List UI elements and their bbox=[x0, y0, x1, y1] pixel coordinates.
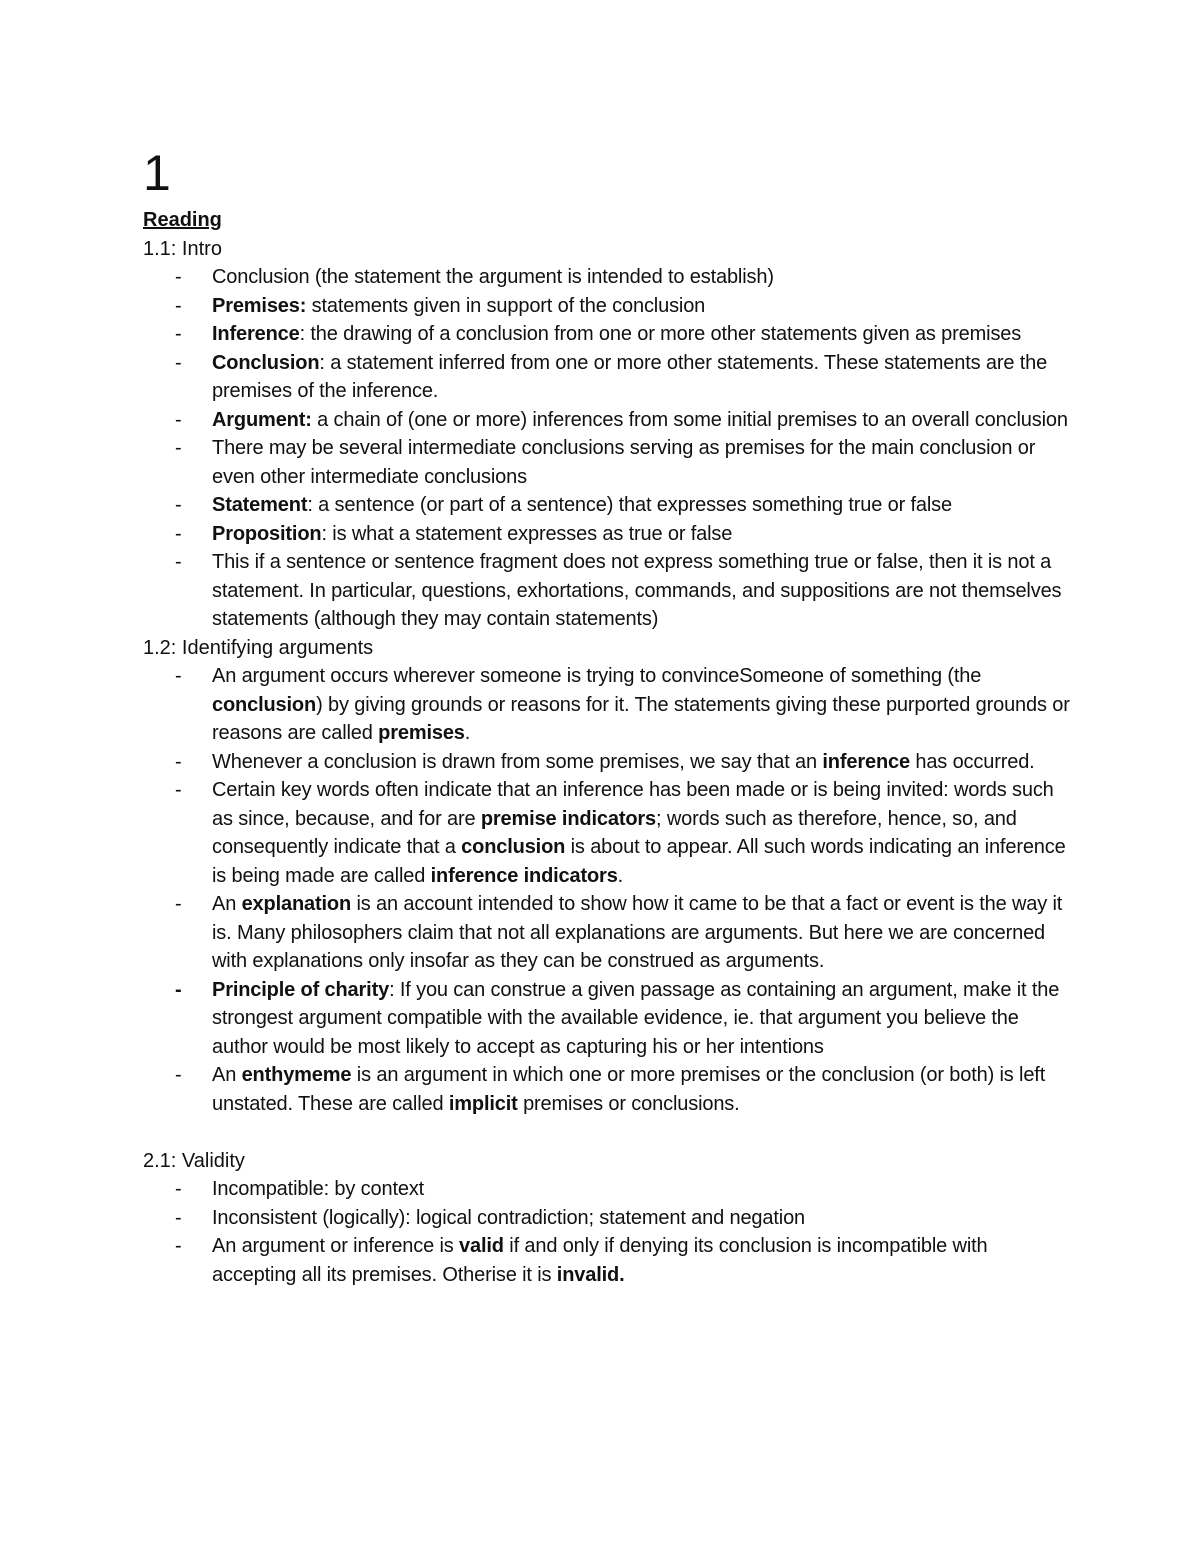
bullet-list bbox=[143, 662, 1073, 1118]
item-text: There may be several intermediate conclusions serving as premises for the main conclusion or even other intermediate conclusions bbox=[212, 437, 1036, 488]
item-text: : is what a statement expresses as true or false bbox=[321, 522, 733, 545]
item-text: : If you can construe a given passage as containing an argument, make it the strongest argument compatible with the available evidence, ie. that argument you believe the author would be most likely to accept as capturing his or her intentions bbox=[212, 978, 1060, 1058]
bold-term: Proposition bbox=[212, 522, 322, 545]
item-text: if and only if denying its conclusion is incompatible with accepting all its premises. Otherise it is bbox=[212, 1235, 988, 1286]
bold-term: Premises: bbox=[212, 294, 307, 317]
document-page bbox=[143, 140, 1073, 1289]
list-item bbox=[143, 1061, 1073, 1118]
bold-term: enthymeme bbox=[241, 1064, 352, 1086]
item-text: ) by giving grounds or reasons for it. The statements giving these purported grounds or reasons are called bbox=[212, 693, 1070, 744]
bullet-dash: - bbox=[175, 408, 182, 431]
item-text: is about to appear. All such words indicating an inference is being made are called bbox=[212, 836, 1066, 887]
bullet-dash: - bbox=[175, 522, 182, 545]
list-item bbox=[143, 1204, 1073, 1233]
bullet-list bbox=[143, 263, 1073, 634]
section-title: 1.2: Identifying arguments bbox=[143, 636, 374, 659]
bold-term: conclusion bbox=[461, 836, 566, 858]
item-text: . bbox=[464, 722, 471, 744]
list-item bbox=[143, 320, 1073, 349]
item-text: : the drawing of a conclusion from one or more other statements given as premises bbox=[299, 323, 1022, 345]
bold-term: invalid. bbox=[556, 1263, 625, 1286]
bold-term: conclusion bbox=[212, 693, 317, 716]
item-text: ; words such as therefore, hence, so, and consequently indicate that a bbox=[212, 807, 1017, 858]
bold-term: premise indicators bbox=[480, 807, 657, 830]
bold-term: valid bbox=[459, 1235, 504, 1257]
section-title: 2.1: Validity bbox=[143, 1149, 245, 1172]
bold-term: Statement bbox=[212, 494, 308, 516]
bold-term: explanation bbox=[241, 893, 352, 915]
item-text: Certain key words often indicate that an inference has been made or is being invited: words such as since, because, and for are bbox=[212, 779, 1054, 830]
bullet-list bbox=[143, 1175, 1073, 1289]
item-text: Incompatible: by context bbox=[212, 1178, 425, 1200]
bullet-dash: - bbox=[175, 494, 182, 516]
bold-term: Inference bbox=[212, 323, 300, 345]
notes-body bbox=[143, 235, 1073, 1290]
list-item bbox=[143, 1232, 1073, 1289]
item-text: An bbox=[212, 1064, 242, 1086]
bold-term: inference indicators bbox=[430, 864, 618, 887]
list-item bbox=[143, 406, 1073, 435]
bullet-dash: - bbox=[175, 750, 182, 773]
item-text: a chain of (one or more) inferences from some initial premises to an overall conclusion bbox=[311, 408, 1068, 431]
item-text: . bbox=[617, 864, 624, 887]
bullet-dash: - bbox=[175, 551, 182, 573]
item-text: Whenever a conclusion is drawn from some premises, we say that an bbox=[212, 750, 823, 773]
list-item bbox=[143, 292, 1073, 321]
bold-term: implicit bbox=[448, 1092, 518, 1115]
item-text: : a sentence (or part of a sentence) that expresses something true or false bbox=[307, 494, 953, 516]
item-text: premises or conclusions. bbox=[517, 1092, 740, 1115]
list-item bbox=[143, 662, 1073, 748]
page-number: 1 bbox=[143, 145, 171, 201]
list-item bbox=[143, 890, 1073, 976]
list-item bbox=[143, 976, 1073, 1062]
item-text: An argument or inference is bbox=[212, 1235, 460, 1257]
item-text: An argument occurs wherever someone is trying to convinceSomeone of something (the bbox=[212, 665, 982, 687]
list-item bbox=[143, 491, 1073, 520]
item-text: is an argument in which one or more premises or the conclusion (or both) is left unstated. These are called bbox=[212, 1064, 1046, 1115]
list-item bbox=[143, 434, 1073, 491]
bold-term: Principle of charity bbox=[212, 978, 390, 1001]
section-title: 1.1: Intro bbox=[143, 237, 222, 260]
bullet-dash: - bbox=[175, 294, 182, 317]
item-text: is an account intended to show how it came to be that a fact or event is the way it is. Many philosophers claim that not all explanations are arguments. But here we are concerned with explanations only insofar as they can be construed as arguments. bbox=[212, 893, 1063, 972]
item-text: This if a sentence or sentence fragment does not express something true or false, then it is not a statement. In particular, questions, exhortations, commands, and suppositions are not themselves statements (although they may contain statements) bbox=[212, 551, 1062, 630]
bullet-dash: - bbox=[175, 779, 182, 801]
bullet-dash: - bbox=[175, 665, 182, 687]
bullet-dash: - bbox=[175, 893, 182, 915]
bullet-dash: - bbox=[175, 1178, 182, 1200]
bullet-dash: - bbox=[175, 351, 182, 374]
bullet-dash: - bbox=[175, 1206, 182, 1229]
bullet-dash: - bbox=[175, 1235, 182, 1257]
item-text: Inconsistent (logically): logical contradiction; statement and negation bbox=[212, 1206, 806, 1229]
list-item bbox=[143, 349, 1073, 406]
bullet-dash: - bbox=[175, 978, 182, 1001]
bullet-dash: - bbox=[175, 437, 182, 459]
list-item bbox=[143, 520, 1073, 549]
bullet-dash: - bbox=[175, 323, 182, 345]
list-item bbox=[143, 1175, 1073, 1204]
item-text: has occurred. bbox=[909, 750, 1035, 773]
bullet-dash: - bbox=[175, 1064, 182, 1086]
list-item bbox=[143, 748, 1073, 777]
bullet-dash: - bbox=[175, 266, 182, 288]
reading-heading: Reading bbox=[143, 209, 222, 231]
list-item bbox=[143, 263, 1073, 292]
item-text: : a statement inferred from one or more other statements. These statements are the premises of the inference. bbox=[212, 351, 1048, 402]
item-text: An bbox=[212, 893, 242, 915]
item-text: statements given in support of the conclusion bbox=[306, 294, 706, 317]
item-text: Conclusion (the statement the argument is intended to establish) bbox=[212, 266, 774, 288]
bold-term: premises bbox=[378, 722, 465, 744]
list-item bbox=[143, 776, 1073, 890]
bold-term: Argument: bbox=[212, 408, 312, 431]
list-item bbox=[143, 548, 1073, 634]
bold-term: inference bbox=[822, 750, 910, 773]
bold-term: Conclusion bbox=[212, 351, 320, 374]
